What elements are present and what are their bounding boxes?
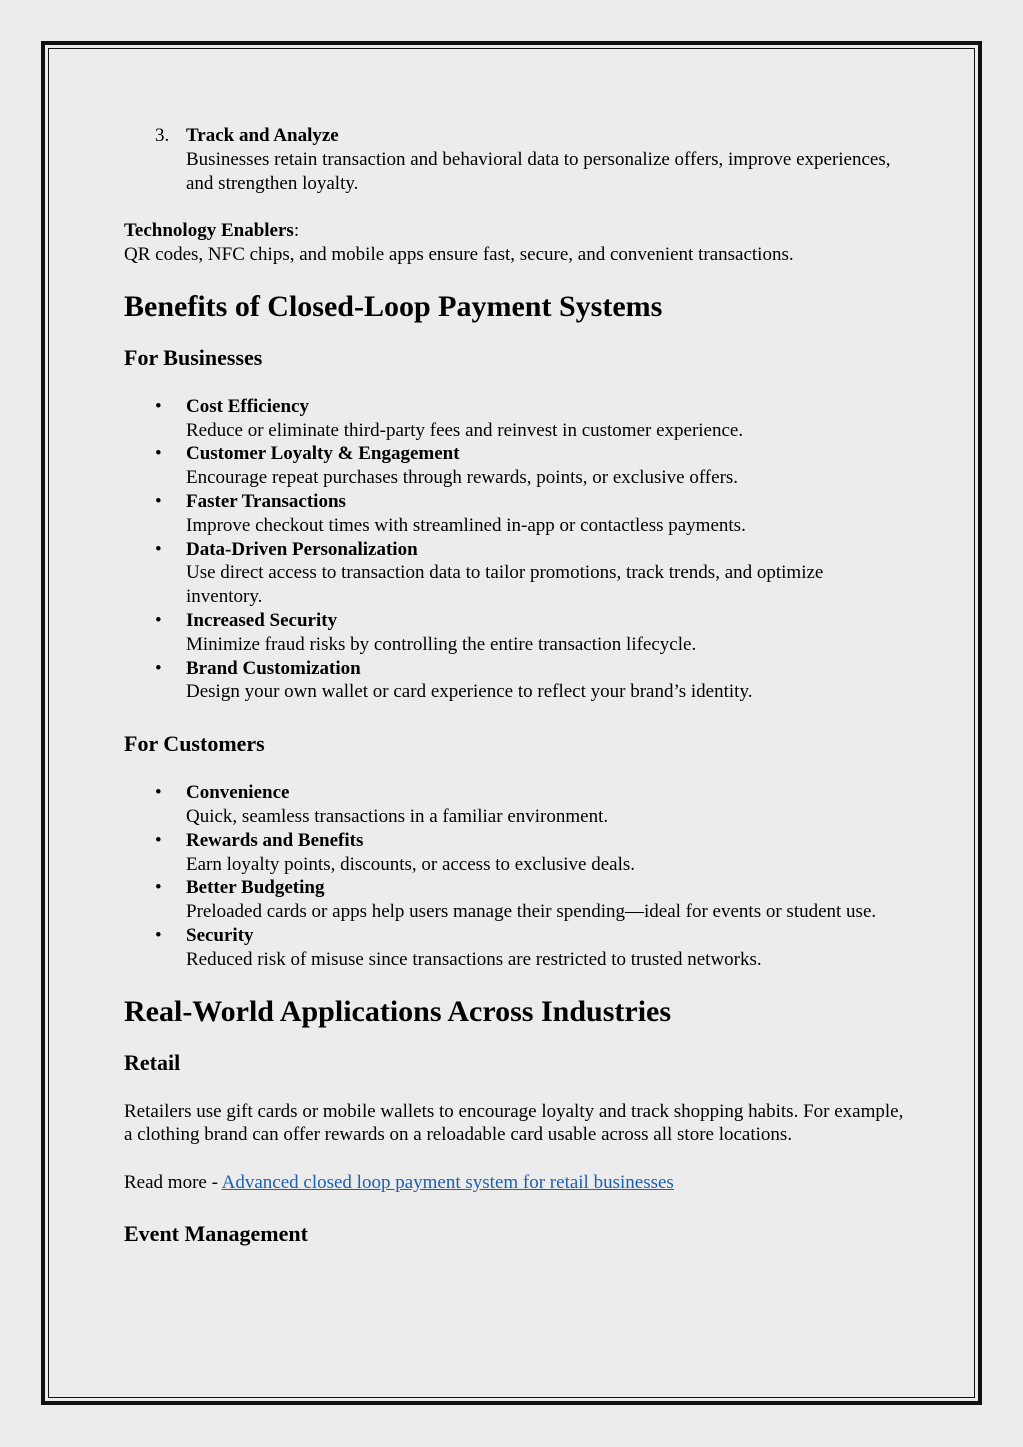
list-item-text: Earn loyalty points, discounts, or access to exclusive deals. (186, 853, 636, 875)
list-item (124, 657, 904, 705)
bullet-icon: • (155, 490, 162, 512)
customer-benefits-list (124, 781, 904, 971)
numbered-item-track-analyze (124, 124, 904, 195)
list-item-text: Improve checkout times with streamlined in-app or contactless payments. (186, 514, 746, 536)
list-item-text: Use direct access to transaction data to tailor promotions, track trends, and optimize inventory. (186, 562, 824, 608)
retail-paragraph: Retailers use gift cards or mobile wallets to encourage loyalty and track shopping habits. For example, a clothing brand can offer rewards on a reloadable card usable across all store locations. (124, 1100, 904, 1146)
read-more-line (124, 1171, 904, 1195)
list-item (124, 538, 904, 609)
tech-text: QR codes, NFC chips, and mobile apps ensure fast, secure, and convenient transactions. (124, 243, 794, 265)
tech-label: Technology Enablers (124, 220, 294, 242)
bullet-icon: • (155, 924, 162, 946)
bullet-icon: • (155, 538, 162, 560)
tech-colon: : (293, 220, 300, 242)
item-text: Businesses retain transaction and behavioral data to personalize offers, improve experiences, and strengthen loyalty. (186, 148, 891, 194)
list-item-title: Faster Transactions (186, 490, 346, 512)
event-management-heading: Event Management (124, 1220, 308, 1246)
retail-heading: Retail (124, 1049, 181, 1075)
list-item-text: Design your own wallet or card experience to reflect your brand’s identity. (186, 681, 753, 703)
list-item-text: Preloaded cards or apps help users manage their spending—ideal for events or student use. (186, 901, 877, 923)
document-content (124, 124, 904, 1248)
bullet-icon: • (155, 609, 162, 631)
list-item-text: Minimize fraud risks by controlling the entire transaction lifecycle. (186, 633, 697, 655)
benefits-heading: Benefits of Closed-Loop Payment Systems (124, 289, 663, 323)
bullet-icon: • (155, 782, 162, 804)
list-item-title: Data-Driven Personalization (186, 538, 418, 560)
list-item-title: Customer Loyalty & Engagement (186, 443, 460, 465)
list-item (124, 395, 904, 443)
list-item-title: Increased Security (186, 609, 338, 631)
list-item-title: Cost Efficiency (186, 395, 309, 417)
list-item-text: Reduced risk of misuse since transactions are restricted to trusted networks. (186, 948, 762, 970)
list-item (124, 781, 904, 829)
bullet-icon: • (155, 877, 162, 899)
retail-article-link[interactable]: Advanced closed loop payment system for retail businesses (221, 1171, 674, 1193)
list-item-title: Rewards and Benefits (186, 829, 364, 851)
bullet-icon: • (155, 443, 162, 465)
list-item-text: Quick, seamless transactions in a familiar environment. (186, 805, 609, 827)
bullet-icon: • (155, 829, 162, 851)
for-businesses-heading: For Businesses (124, 344, 263, 370)
list-item-title: Better Budgeting (186, 877, 325, 899)
read-more-prefix: Read more - (124, 1171, 222, 1193)
for-customers-heading: For Customers (124, 731, 265, 757)
list-item (124, 924, 904, 972)
list-item (124, 609, 904, 657)
list-item-title: Security (186, 924, 254, 946)
list-item-title: Convenience (186, 782, 290, 804)
technology-enablers (124, 219, 904, 267)
list-item-title: Brand Customization (186, 657, 361, 679)
list-item (124, 490, 904, 538)
item-number: 3. (155, 125, 170, 146)
list-item-text: Encourage repeat purchases through rewards, points, or exclusive offers. (186, 467, 739, 489)
applications-heading: Real-World Applications Across Industries (124, 994, 672, 1028)
bullet-icon: • (155, 657, 162, 679)
item-title: Track and Analyze (186, 125, 339, 146)
list-item (124, 442, 904, 490)
business-benefits-list (124, 395, 904, 704)
bullet-icon: • (155, 395, 162, 417)
list-item-text: Reduce or eliminate third-party fees and reinvest in customer experience. (186, 419, 744, 441)
list-item (124, 876, 904, 924)
list-item (124, 829, 904, 877)
